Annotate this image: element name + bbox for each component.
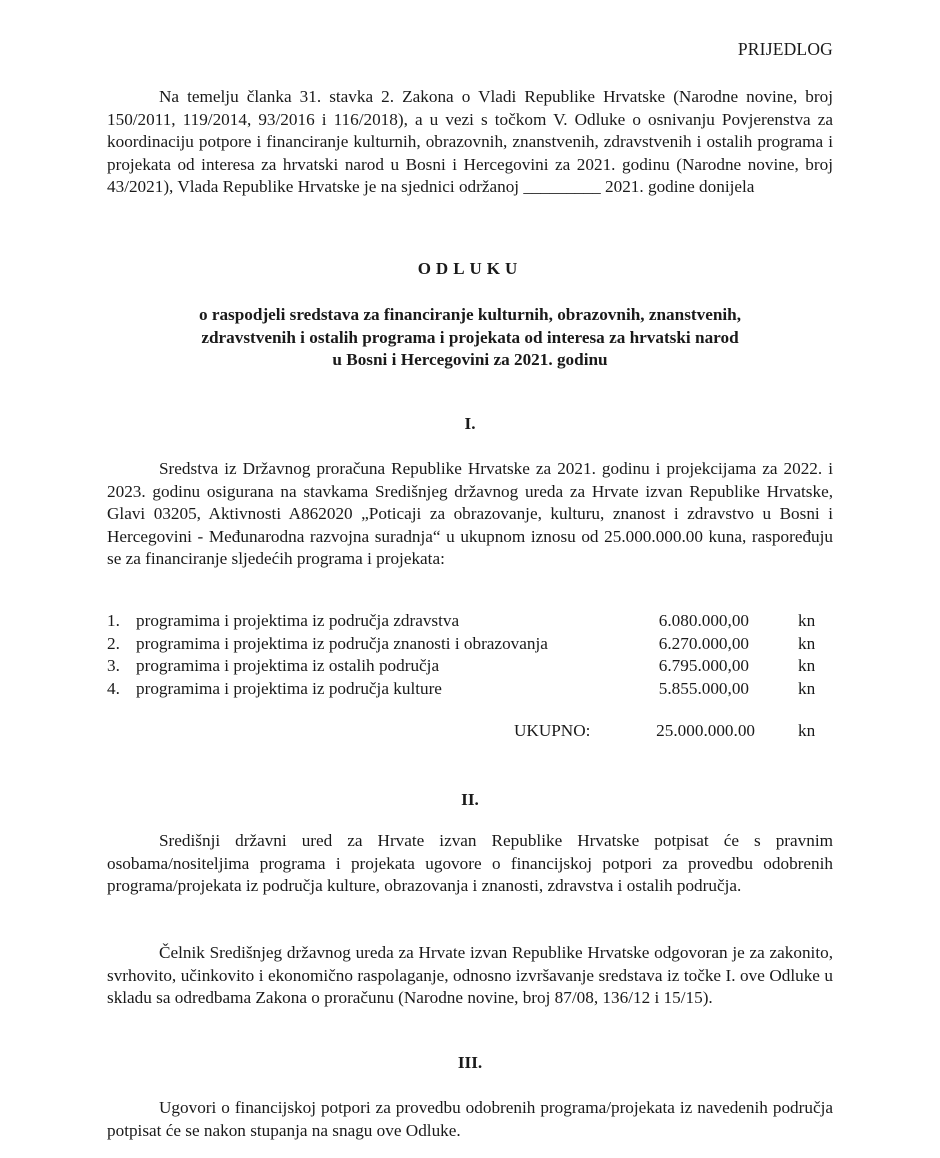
preamble-paragraph xyxy=(107,86,833,199)
subtitle-line: o raspodjeli sredstava za financiranje kulturnih, obrazovnih, znanstvenih, xyxy=(198,305,742,324)
section-iii-text: Ugovori o financijskoj potpori za provedbu odobrenih programa/projekata iz navedenih područja potpisat će se nakon stupanja na snagu ove Odluke. xyxy=(107,1098,833,1140)
section-ii-text-2: Čelnik Središnjeg državnog ureda za Hrvate izvan Republike Hrvatske odgovoran je za zakonito, svrhovito, učinkovito i ekonomično raspolaganje, odnosno izvršavanje sredstava iz točke I. ove Odluke u skladu sa odredbama Zakona o proračunu (Narodne novine, broj 87/08, 136/12 i 15/15). xyxy=(107,943,833,1008)
allocation-amount: 6.795.000,00 xyxy=(658,656,749,676)
section-iii-paragraph xyxy=(107,1097,833,1142)
section-heading-iii: III. xyxy=(457,1053,483,1072)
section-i-paragraph xyxy=(107,458,833,571)
allocation-unit: kn xyxy=(798,656,816,676)
section-ii-paragraph-2 xyxy=(107,942,833,1010)
allocation-label: programima i projektima iz ostalih područja xyxy=(136,656,440,676)
allocation-total-row xyxy=(107,720,833,743)
subtitle-line: u Bosni i Hercegovini za 2021. godinu xyxy=(332,350,608,370)
allocation-label: programima i projektima iz područja znanosti i obrazovanja xyxy=(136,633,548,653)
total-amount: 25.000.000.00 xyxy=(656,721,755,740)
allocation-unit: kn xyxy=(798,611,816,630)
allocation-number: 2. xyxy=(107,633,120,653)
total-unit: kn xyxy=(798,721,816,740)
section-ii-paragraph-1 xyxy=(107,830,833,898)
allocation-number: 1. xyxy=(107,611,120,630)
allocation-row xyxy=(107,655,833,678)
total-label: UKUPNO: xyxy=(514,721,591,740)
allocation-row xyxy=(107,678,833,701)
allocation-number: 3. xyxy=(107,656,120,676)
allocation-row xyxy=(107,633,833,656)
section-i-text: Sredstva iz Državnog proračuna Republike Hrvatske za 2021. godinu i projekcijama za 2022. i 2023. godinu osigurana na stavkama Središnjeg državnog ureda za Hrvate izvan Republike Hrvatske, Glavi 03205, Aktivnosti A862020 „Poticaji za obrazovanje, kulturu, znanost i zdravstvo u Bosni i Hercegovini - Međunarodna razvojna suradnja“ u ukupnom iznosu od 25.000.000.00 kuna, raspoređuju se za financiranje sljedećih programa i projekata: xyxy=(107,459,833,569)
allocation-list xyxy=(107,610,833,700)
allocation-unit: kn xyxy=(798,678,816,698)
section-ii-text-1: Središnji državni ured za Hrvate izvan Republike Hrvatske potpisat će s pravnim osobama/nositeljima programa i projekata ugovore o financijskoj potpori za provedbu odobrenih programa/projekata iz područja kulture, obrazovanja i znanosti, zdravstva i ostalih područja. xyxy=(107,831,833,896)
section-heading-ii: II. xyxy=(461,790,479,809)
allocation-number: 4. xyxy=(107,678,120,698)
draft-status-label: PRIJEDLOG xyxy=(737,39,833,59)
allocation-unit: kn xyxy=(798,633,816,653)
preamble-text: Na temelju članka 31. stavka 2. Zakona o Vladi Republike Hrvatske (Narodne novine, broj 150/2011, 119/2014, 93/2016 i 116/2018), a u vezi s točkom V. Odluke o osnivanju Povjerenstva za koordinaciju potpore i financiranje kulturnih, obrazovnih, znanstvenih, zdravstvenih i ostalih programa i projekata od interesa za hrvatski narod u Bosni i Hercegovini za 2021. godinu (Narodne novine, broj 43/2021), Vlada Republike Hrvatske je na sjednici održanoj _________ 2021. godine donijela xyxy=(107,87,833,197)
allocation-amount: 6.270.000,00 xyxy=(658,633,749,653)
allocation-amount: 5.855.000,00 xyxy=(658,678,749,698)
section-heading-i: I. xyxy=(464,414,476,433)
document-title: ODLUKU xyxy=(417,259,523,278)
allocation-row xyxy=(107,610,833,633)
allocation-label: programima i projektima iz područja zdravstva xyxy=(136,611,460,630)
document-subtitle xyxy=(107,304,833,372)
allocation-amount: 6.080.000,00 xyxy=(658,611,749,630)
subtitle-line: zdravstvenih i ostalih programa i projekata od interesa za hrvatski narod xyxy=(201,327,739,347)
allocation-label: programima i projektima iz područja kulture xyxy=(136,678,442,698)
